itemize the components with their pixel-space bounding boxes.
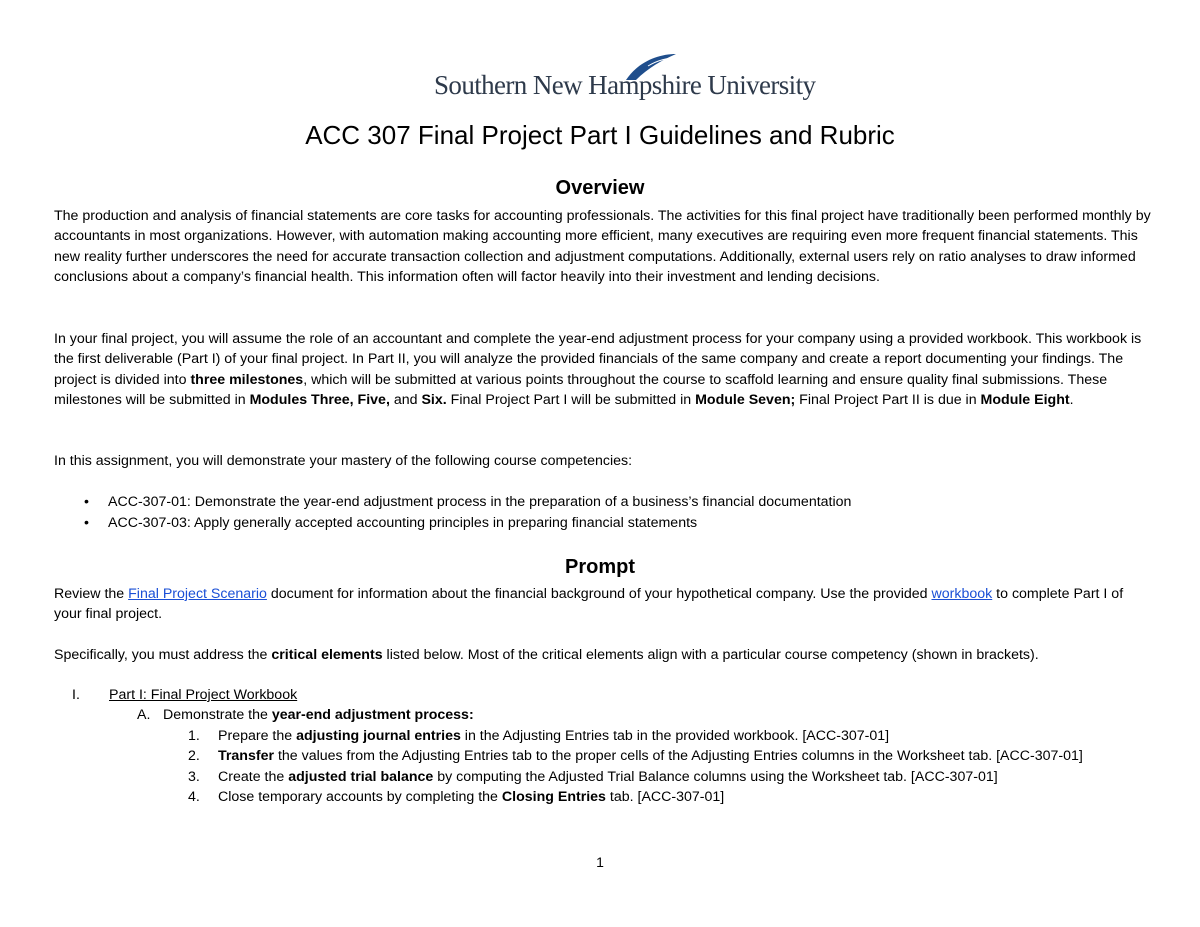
critical-elements-outline: [54, 685, 1154, 807]
logo-wordmark: Southern New Hampshire University: [434, 70, 816, 100]
overview-paragraph-3: In this assignment, you will demonstrate your mastery of the following course competencies:: [54, 453, 633, 469]
roman-numeral: I.: [72, 687, 80, 703]
overview-paragraph-1: The production and analysis of financial statements are core tasks for accounting professionals. The activities for this final project have traditionally been performed monthly by accountants in most organizations. However, with automation making accounting more efficient, many executives are requiring even more frequent financial statements. This new reality further underscores the need for accurate transaction collection and adjustment computations. Additionally, external users rely on ratio analyses to draw informed conclusions about a company’s financial health. This information often will factor heavily into their investment and lending decisions.: [54, 208, 1151, 286]
list-item: 2. Transfer the values from the Adjusting Entries tab to the proper cells of the Adjusting Entries columns in the Worksheet tab. [ACC-307-01]: [188, 748, 1083, 765]
prompt-heading: Prompt: [565, 556, 635, 578]
bullet-icon: •: [84, 494, 89, 510]
prompt-paragraph-1: Review the Final Project Scenario document for information about the financial background of your hypothetical company. Use the provided workbook to complete Part I of your final project.: [54, 586, 1124, 623]
list-item: 1. Prepare the adjusting journal entries in the Adjusting Entries tab in the provided workbook. [ACC-307-01]: [188, 727, 890, 744]
list-item: • ACC-307-03: Apply generally accepted accounting principles in preparing financial statements: [54, 513, 1154, 534]
part-title: Part I: Final Project Workbook: [109, 687, 298, 703]
university-logo: [434, 52, 816, 102]
list-item: 4. Close temporary accounts by completing the Closing Entries tab. [ACC-307-01]: [188, 789, 725, 806]
overview-heading: Overview: [555, 177, 645, 199]
outline-level-2: A. Demonstrate the year-end adjustment process:: [54, 705, 1154, 725]
outline-letter: A.: [137, 707, 151, 724]
list-item: • ACC-307-01: Demonstrate the year-end adjustment process in the preparation of a business’s financial documentation: [54, 492, 1154, 513]
list-item: 3. Create the adjusted trial balance by computing the Adjusted Trial Balance columns using the Worksheet tab. [ACC-307-01]: [188, 768, 998, 785]
competency-list: [54, 492, 1154, 534]
page-number: 1: [596, 854, 604, 870]
overview-paragraph-2: In your final project, you will assume the role of an accountant and complete the year-end adjustment process for your company using a provided workbook. This workbook is the first deliverable (Part I) of your final project. In Part II, you will analyze the provided financials of the same company and create a report documenting your findings. The project is divided into three milestones, which will be submitted at various points throughout the course to scaffold learning and ensure quality final submissions. These milestones will be submitted in Modules Three, Five, and Six. Final Project Part I will be submitted in Module Seven; Final Project Part II is due in Module Eight.: [54, 331, 1142, 409]
outline-level-1: [54, 685, 1154, 705]
page-title: ACC 307 Final Project Part I Guidelines and Rubric: [305, 120, 895, 150]
workbook-link[interactable]: workbook: [931, 586, 993, 602]
final-project-scenario-link[interactable]: Final Project Scenario: [128, 586, 267, 602]
prompt-paragraph-2: Specifically, you must address the critical elements listed below. Most of the critical elements align with a particular course competency (shown in brackets).: [54, 647, 1039, 663]
bullet-icon: •: [84, 515, 89, 531]
